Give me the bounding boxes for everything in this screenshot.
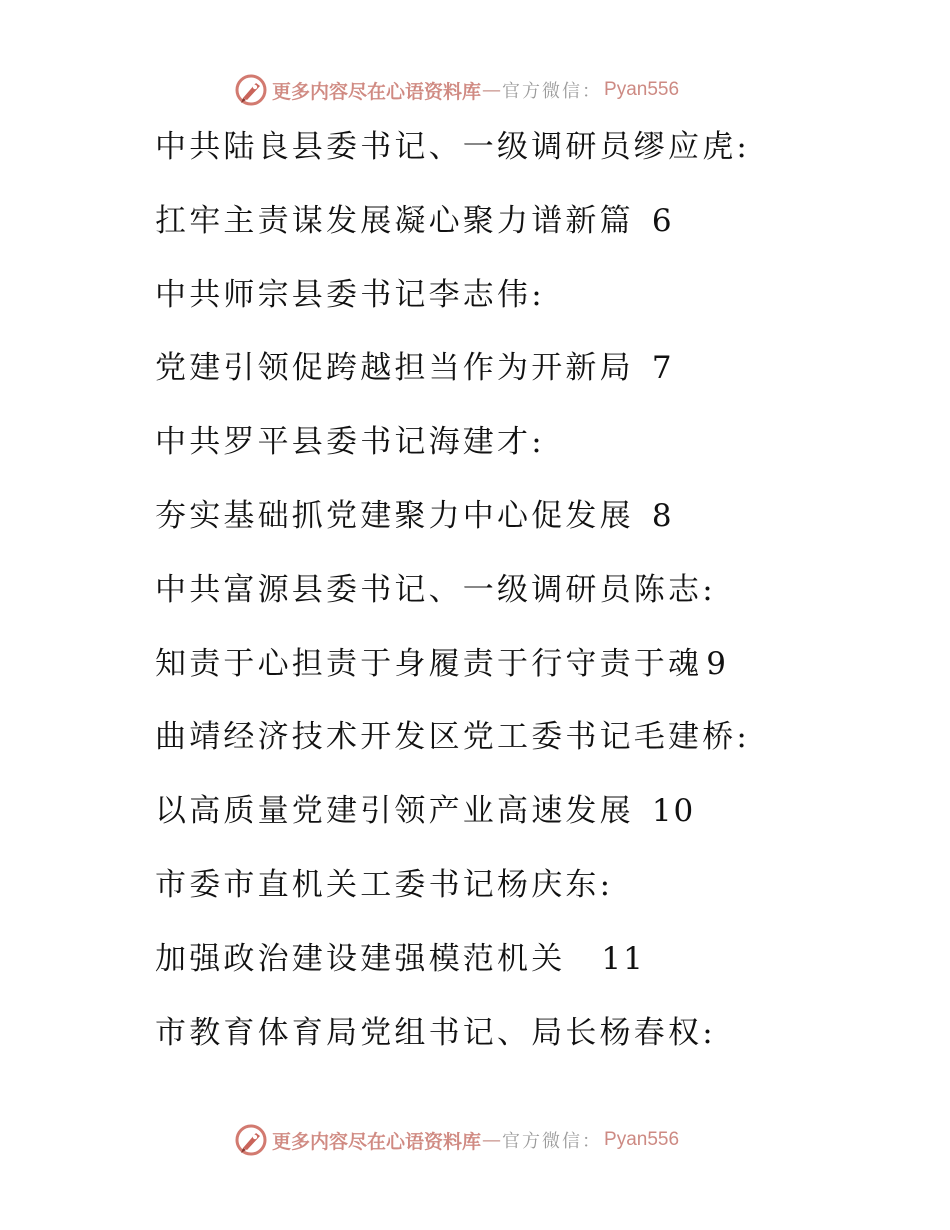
toc-page-number: 11 <box>601 940 645 977</box>
header-banner <box>234 72 679 108</box>
banner-main-text: 更多内容尽在心语资料库 <box>272 80 482 103</box>
toc-text: 中共富源县委书记、一级调研员陈志: <box>155 571 716 608</box>
banner-sub-text: 官方微信： <box>502 1131 603 1152</box>
toc-line <box>155 487 855 561</box>
toc-page-number: 9 <box>706 645 728 682</box>
pen-logo-icon <box>234 73 268 107</box>
toc-line <box>155 413 855 487</box>
toc-line <box>155 118 855 192</box>
toc-line <box>155 266 855 340</box>
toc-text: 夯实基础抓党建聚力中心促发展 <box>155 497 634 534</box>
toc-page-number: 10 <box>651 793 696 830</box>
banner-wechat-id: Pyan556 <box>604 1129 680 1150</box>
toc-text: 中共陆良县委书记、一级调研员缪应虎: <box>155 129 751 165</box>
toc-text: 市委市直机关工委书记杨庆东: <box>155 866 614 903</box>
toc-page-number: 8 <box>651 497 674 534</box>
toc-line <box>155 339 855 413</box>
toc-page-number: 7 <box>651 350 674 387</box>
toc-text: 党建引领促跨越担当作为开新局 <box>155 350 634 387</box>
toc-page-number: 6 <box>651 202 674 239</box>
toc-text: 中共师宗县委书记李志伟: <box>155 276 545 313</box>
toc-text: 加强政治建设建强模范机关 <box>155 940 566 977</box>
toc-text: 曲靖经济技术开发区党工委书记毛建桥: <box>155 719 751 756</box>
toc-line <box>155 635 855 709</box>
pen-logo-icon <box>234 1123 268 1157</box>
banner-sub-text: 官方微信： <box>502 81 603 102</box>
toc-line <box>155 930 855 1004</box>
toc-text: 市教育体育局党组书记、局长杨春权: <box>155 1014 716 1051</box>
banner-wechat-id: Pyan556 <box>604 79 680 100</box>
toc-text: 知责于心担责于身履责于行守责于魂 <box>155 645 703 682</box>
toc-line <box>155 708 855 782</box>
toc-text: 中共罗平县委书记海建才: <box>155 424 545 461</box>
toc-line <box>155 782 855 856</box>
footer-banner <box>234 1122 679 1158</box>
toc-line <box>155 192 855 266</box>
toc-line <box>155 561 855 635</box>
banner-separator: — <box>482 1129 502 1151</box>
toc-text: 扛牢主责谋发展凝心聚力谱新篇 <box>155 202 634 239</box>
toc-line <box>155 856 855 930</box>
banner-main-text: 更多内容尽在心语资料库 <box>272 1130 482 1153</box>
toc-text: 以高质量党建引领产业高速发展 <box>155 793 634 830</box>
banner-separator: — <box>482 79 502 101</box>
toc-list <box>155 118 855 1077</box>
toc-line <box>155 1004 855 1078</box>
